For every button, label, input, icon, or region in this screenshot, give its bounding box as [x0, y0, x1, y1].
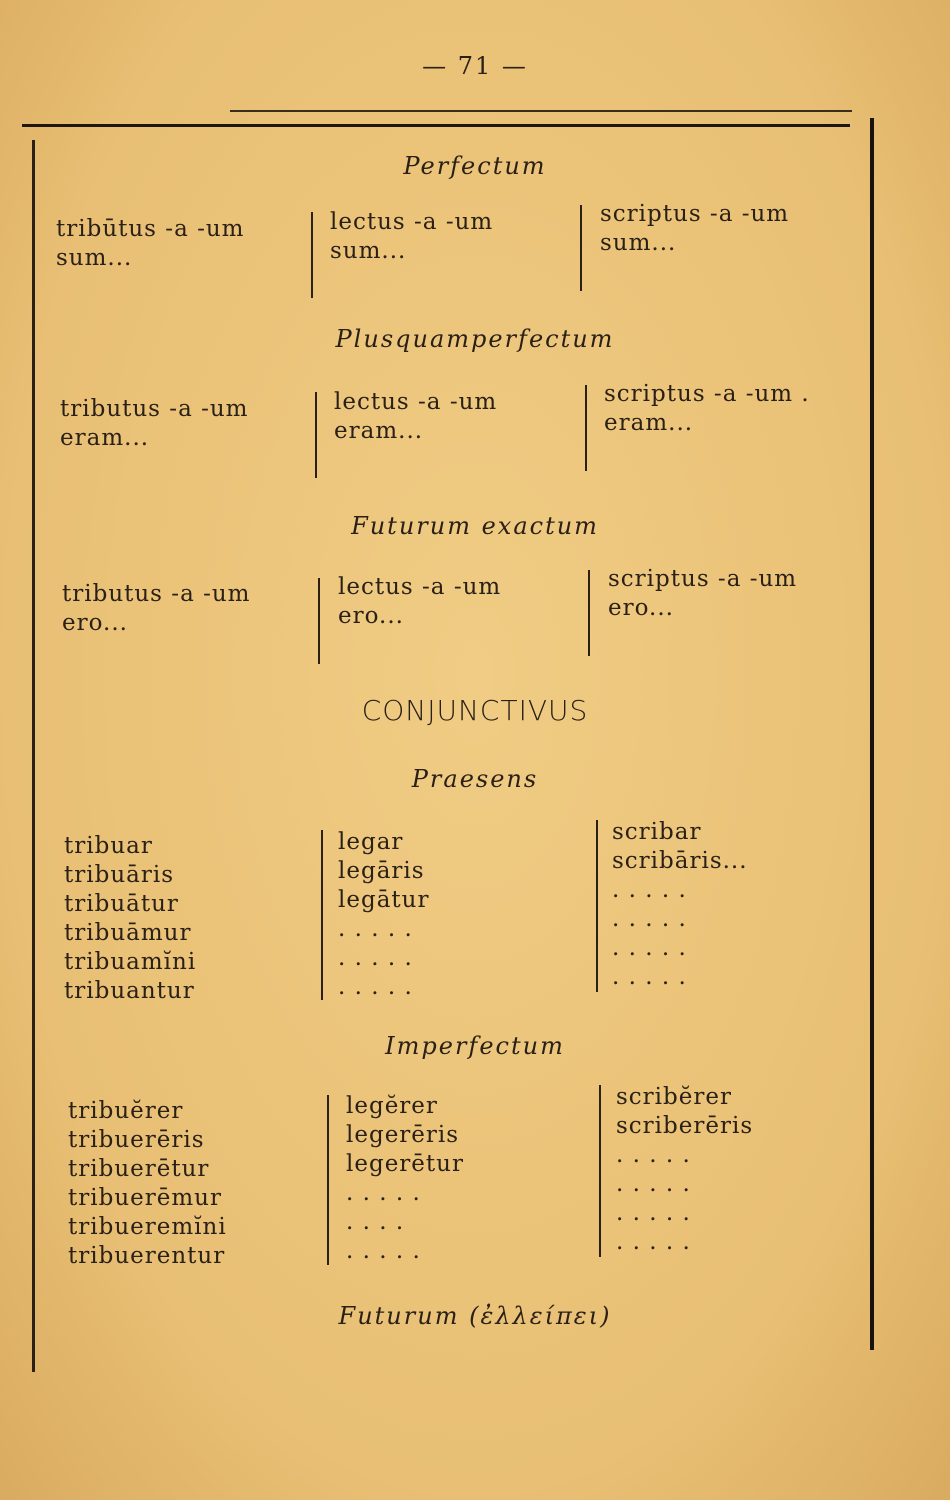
column-divider [599, 1085, 601, 1257]
praesens-col-3: scribar scribāris... . . . . . . . . . . . . . . . . . . . . [612, 819, 748, 990]
heading-plusquamperfectum: Plusquamperfectum [335, 325, 615, 353]
heading-praesens: Praesens [411, 765, 539, 793]
heading-conjunctivus: CONJUNCTIVUS [361, 694, 589, 727]
perfectum-col-1: tribūtus -a -um sum... [56, 216, 245, 271]
imperfectum-col-1: tribuĕrer tribuerēris tribuerētur tribuerēmur tribueremĭni tribuerentur [68, 1098, 227, 1269]
futurum-exactum-col-1: tributus -a -um ero... [62, 581, 251, 636]
top-rule [22, 124, 850, 127]
column-divider [580, 205, 582, 291]
column-divider [321, 830, 323, 1000]
imperfectum-col-2: legĕrer legerēris legerētur . . . . . . . . . . . . . . [346, 1093, 464, 1264]
column-divider [318, 578, 320, 664]
page-number: — 71 — [422, 52, 528, 80]
heading-futurum: Futurum (ἐλλείπει) [338, 1302, 612, 1330]
plusquamperfectum-col-3: scriptus -a -um . eram... [604, 381, 810, 436]
futurum-exactum-col-2: lectus -a -um ero... [338, 574, 502, 629]
column-divider [327, 1095, 329, 1265]
plusquamperfectum-col-2: lectus -a -um eram... [334, 389, 498, 444]
column-divider [585, 385, 587, 471]
heading-futurum-exactum: Futurum exactum [351, 512, 599, 540]
praesens-col-1: tribuar tribuāris tribuātur tribuāmur tribuamĭni tribuantur [64, 833, 197, 1004]
praesens-col-2: legar legāris legātur . . . . . . . . . . . . . . . [338, 829, 430, 1000]
column-divider [315, 392, 317, 478]
right-border [870, 118, 874, 1350]
heading-imperfectum: Imperfectum [385, 1032, 565, 1060]
column-divider [596, 820, 598, 992]
top-rule-thin [230, 110, 852, 112]
perfectum-col-2: lectus -a -um sum... [330, 209, 494, 264]
plusquamperfectum-col-1: tributus -a -um eram... [60, 396, 249, 451]
imperfectum-col-3: scribĕrer scriberēris . . . . . . . . . . . . . . . . . . . . [616, 1084, 754, 1255]
column-divider [311, 212, 313, 298]
perfectum-col-3: scriptus -a -um sum... [600, 201, 790, 256]
heading-perfectum: Perfectum [403, 152, 547, 180]
futurum-exactum-col-3: scriptus -a -um ero... [608, 566, 798, 621]
column-divider [588, 570, 590, 656]
